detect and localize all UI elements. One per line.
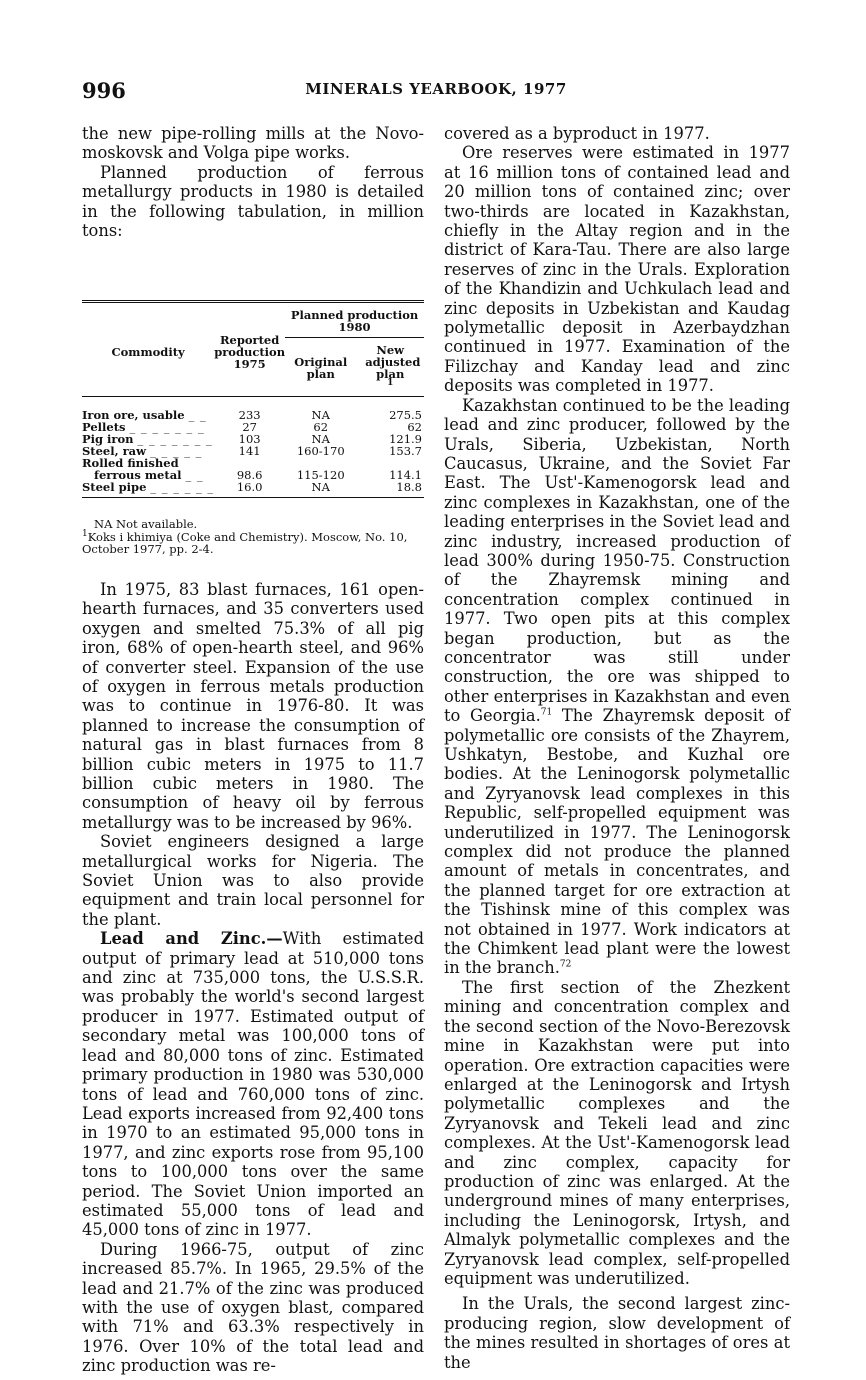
paragraph-lead-zinc: Lead and Zinc.—With estimated output of primary lead at 510,000 tons and zinc at 735,000 tons, the U.S.S.R. was probably the world's second largest producer in 1977. Estimated output of secondary metal was 100,000 tons of lead and 80,000 tons of zinc. Estimated primary production in 1980 was 530,000 tons of lead and 760,000 tons of zinc. Lead exports increased from 92,400 tons in 1970 to an estimated 95,000 tons in 1977, and zinc exports rose from 95,100 tons to 100,000 tons over the same period. The Soviet Union imported an estimated 55,000 tons of lead and 45,000 tons of zinc in 1977. [82, 929, 424, 1240]
header-original: Original plan [285, 338, 356, 397]
paragraph: In 1975, 83 blast furnaces, 161 open-hearth furnaces, and 35 converters used oxygen and smelted 75.3% of all pig iron, 68% of open-hearth steel, and 96% of converter steel. Expansion of the use of oxygen in ferrous metals production was to continue in 1976-80. It was planned to increase the consumption of natural gas in blast furnaces from 8 billion cubic meters in 1975 to 11.7 billion cubic meters in 1980. The consumption of heavy oil by ferrous metallurgy was to be increased by 96%. [82, 579, 424, 832]
paragraph: Ore reserves were estimated in 1977 at 16 million tons of contained lead and 20 million tons of contained zinc; over two-thirds are located in Kazakhstan, chiefly in the Altay region and in the district of Kara-Tau. There are also large reserves of zinc in the Urals. Exploration of the Khandizin and Uchkulach lead and zinc deposits in Uzbekistan and Kaudag polymetallic deposit in Azerbaydzhan continued in 1977. Examination of the Filizchay and Kanday lead and zinc deposits was completed in 1977. [444, 143, 790, 396]
page-number: 996 [82, 78, 126, 103]
header-reported: Reported production 1975 [214, 302, 285, 397]
cell-reported: 27 [242, 420, 257, 435]
paragraph: In the Urals, the second largest zinc-producing region, slow development of the mines resulted in shortages of ores at the [444, 1294, 790, 1372]
footnote-ref: 72 [559, 960, 572, 971]
footnote-1: $^1$Koks i khimiya (Coke and Chemistry). Moscow, No. 10, October 1977, pp. 2-4. [82, 529, 408, 557]
cell-reported: 103 [238, 432, 261, 447]
header-new-label: New adjusted plan [365, 343, 421, 382]
cell-original: 160-170 [296, 444, 345, 459]
table-row: Pig iron _ _ _ _ _ _ _ 103 NA 121.9 [82, 432, 422, 447]
cell-new: 62 [407, 420, 422, 435]
paragraph: During 1966-75, output of zinc increased 85.7%. In 1965, 29.5% of the lead and 21.7% of the zinc was produced with the use of oxygen blast, compared with 71% and 63.3% respectively in 1976. Over 10% of the total lead and zinc production was re- [82, 1239, 424, 1376]
production-table [82, 300, 424, 498]
cell-original: NA [311, 432, 330, 447]
cell-original: NA [311, 480, 330, 495]
table-row: Pellets _ _ _ _ _ _ _ 27 62 62 [82, 420, 422, 435]
right-column [444, 124, 790, 1372]
cell-new: 153.7 [389, 444, 422, 459]
cell-original: 115-120 [296, 468, 345, 483]
cell-new: 275.5 [389, 408, 422, 423]
paragraph: Soviet engineers designed a large metallurgical works for Nigeria. The Soviet Union was to also provide equipment and train local personnel for the plant. [82, 832, 424, 929]
table-notes [82, 518, 424, 556]
cell-reported: 141 [238, 444, 261, 459]
paragraph: The first section of the Zhezkent mining and concentration complex and the second section of the Novo-Berezovsk mine in Kazakhstan were put into operation. Ore extraction capacities were enlarged at the Leninogorsk and Irtysh polymetallic complexes and the Zyryanovsk and Tekeli lead and zinc complexes. At the Ust'-Kamenogorsk lead and zinc complex, capacity for production of zinc was enlarged. At the underground mines of many enterprises, including the Leninogorsk, Irtysh, and Almalyk polymetallic complexes and the Zyryanovsk lead complex, self-propelled equipment was underutilized. [444, 977, 790, 1288]
header-new [356, 338, 424, 397]
paragraph: Planned production of ferrous metallurgy products in 1980 is detailed in the following tabulation, in million tons: [82, 162, 424, 241]
header-new-footnote: 1 [387, 378, 394, 389]
section-heading: Lead and Zinc.— [100, 929, 283, 949]
paragraph: covered as a byproduct in 1977. [444, 124, 710, 143]
cell-original: 62 [313, 420, 329, 435]
cell-new: 18.8 [396, 480, 422, 495]
paragraph: Kazakhstan continued to be the leading lead and zinc producer, followed by the Urals, Siberia, Uzbekistan, North Caucasus, Ukraine, and the Soviet Far East. The Ust'-Kamenogorsk lead and zinc complexes in Kazakhstan, one of the leading enterprises in the Soviet lead and zinc industry, increased production of lead 300% during 1950-75. Construction of the Zhayremsk mining and concentration complex continued in 1977. Two open pits at this complex began production, but as the concentrator was still under construction, the ore was shipped to other enterprises in Kazakhstan and even to Georgia.$^{71}$ The Zhayremsk deposit of polymetallic ore consists of the Zhayrem, Ushkatyn, Bestobe, and Kuzhal ore bodies. At the Leninogorsk polymetallic and Zyryanovsk lead complexes in this Republic, self-propelled equipment was underutilized in 1977. The Leninogorsk complex did not produce the planned amount of metals in concentrates, and the planned target for ore extraction at the Tishinsk mine of this complex was not obtained in 1977. Work indicators at the Chimkent lead plant were the lowest in the branch.$^{72}$ [444, 395, 790, 978]
cell-reported: 98.6 [236, 468, 263, 483]
header-commodity: Commodity [82, 302, 214, 397]
paragraph: the new pipe-rolling mills at the Novo-moskovsk and Volga pipe works. [82, 124, 424, 163]
cell-new: 121.9 [389, 432, 422, 447]
cell-original: NA [311, 408, 330, 423]
table-row: ferrous metal _ _ 98.6 115-120 114.1 [94, 468, 422, 483]
header-planned-group: Planned production 1980 [285, 302, 424, 338]
note-na: NA Not available. [94, 517, 198, 532]
table-row: Iron ore, usable _ _ 233 NA 275.5 [82, 408, 422, 423]
production-table-block [82, 300, 424, 556]
left-column [82, 124, 424, 1376]
running-title: MINERALS YEARBOOK, 1977 [305, 80, 567, 98]
table-row: Steel pipe _ _ _ _ _ _ 16.0 NA 18.8 [82, 481, 424, 498]
cell-reported: 16.0 [236, 480, 263, 495]
table-row: Rolled finished [82, 456, 179, 471]
table-row: Steel, raw _ _ _ _ _ 141 160-170 153.7 [82, 444, 422, 459]
cell-reported: 233 [238, 408, 261, 423]
cell-new: 114.1 [389, 468, 422, 483]
footnote-ref: 71 [540, 707, 553, 718]
page-header [82, 78, 790, 102]
